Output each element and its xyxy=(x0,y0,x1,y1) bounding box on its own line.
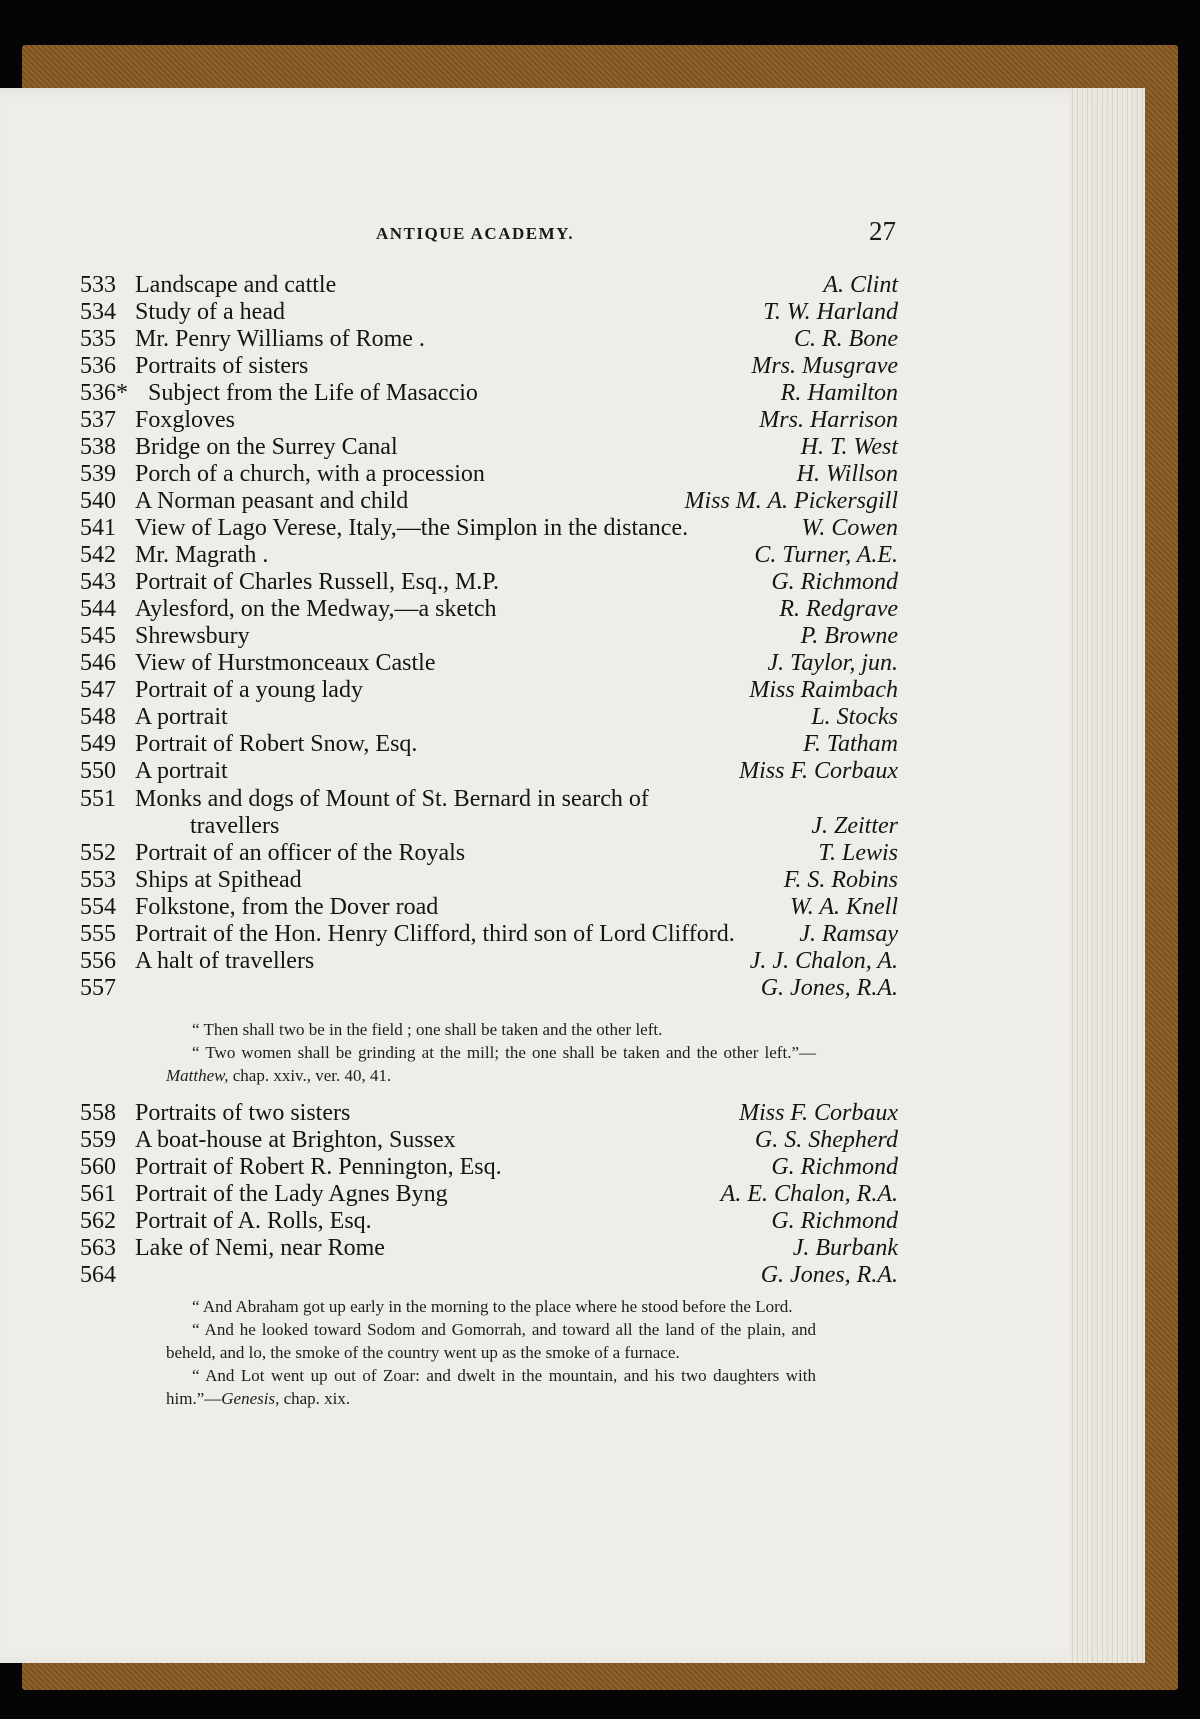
catalogue-entry xyxy=(80,488,898,515)
catalogue-entry xyxy=(80,786,898,813)
entry-artist: H. T. West xyxy=(800,434,898,460)
entry-number: 538 xyxy=(80,434,116,460)
catalogue-entry xyxy=(80,677,898,704)
entry-artist: G. Richmond xyxy=(771,569,898,595)
entry-number: 556 xyxy=(80,948,116,974)
catalogue-entry xyxy=(80,1235,898,1262)
entry-artist: J. J. Chalon, A. xyxy=(749,948,898,974)
entry-title: Portrait of the Hon. Henry Clifford, third son of Lord Clifford. xyxy=(135,921,735,947)
entry-number: 543 xyxy=(80,569,116,595)
entry-number: 534 xyxy=(80,299,116,325)
entry-number: 546 xyxy=(80,650,116,676)
quote-line: “ Then shall two be in the field ; one shall be taken and the other left. xyxy=(192,1020,663,1039)
quote-text: “ Two women shall be grinding at the mill; the one shall be taken and the other left.”— xyxy=(192,1043,816,1062)
catalogue-entry xyxy=(80,272,898,299)
catalogue-entry xyxy=(80,1181,898,1208)
entry-number: 537 xyxy=(80,407,116,433)
entry-artist: J. Taylor, jun. xyxy=(767,650,898,676)
page-header xyxy=(376,216,896,252)
entry-title: A boat-house at Brighton, Sussex xyxy=(135,1127,456,1153)
entry-title: View of Lago Verese, Italy,—the Simplon in the distance. xyxy=(135,515,689,541)
entry-title: Aylesford, on the Medway,—a sketch xyxy=(135,596,497,622)
entry-number: 554 xyxy=(80,894,116,920)
entry-artist: J. Ramsay xyxy=(799,921,898,947)
entry-title: Portrait of Robert R. Pennington, Esq. xyxy=(135,1154,502,1180)
catalogue-entry xyxy=(80,921,898,948)
entry-title: Porch of a church, with a procession xyxy=(135,461,485,487)
entry-artist: C. Turner, A.E. xyxy=(754,542,898,568)
entry-number: 540 xyxy=(80,488,116,514)
entry-title: A halt of travellers xyxy=(135,948,315,974)
catalogue-entry xyxy=(80,569,898,596)
entry-title: Shrewsbury xyxy=(135,623,250,649)
entry-number: 547 xyxy=(80,677,116,703)
entry-title: Portraits of two sisters xyxy=(135,1100,351,1126)
catalogue-entry xyxy=(80,731,898,758)
entry-artist: Mrs. Musgrave xyxy=(751,353,898,379)
entry-number: 552 xyxy=(80,840,116,866)
entry-artist: Miss F. Corbaux xyxy=(739,758,898,784)
entry-number: 564 xyxy=(80,1262,116,1288)
entry-title: A portrait xyxy=(135,704,228,730)
entry-title: Portrait of Charles Russell, Esq., M.P. xyxy=(135,569,499,595)
entry-artist: F. S. Robins xyxy=(783,867,898,893)
catalogue-entry xyxy=(80,1100,898,1127)
entry-title: travellers xyxy=(190,813,280,839)
entry-number: 559 xyxy=(80,1127,116,1153)
scripture-quote-genesis xyxy=(166,1295,816,1410)
entry-artist: W. Cowen xyxy=(801,515,898,541)
page-edges xyxy=(1070,88,1145,1663)
entry-number: 544 xyxy=(80,596,116,622)
entry-artist: Mrs. Harrison xyxy=(759,407,898,433)
entry-artist: F. Tatham xyxy=(803,731,898,757)
entry-number: 563 xyxy=(80,1235,116,1261)
entry-title: Portrait of Robert Snow, Esq. xyxy=(135,731,418,757)
entry-artist: J. Burbank xyxy=(792,1235,898,1261)
catalogue-entry xyxy=(80,623,898,650)
quote-reference: chap. xix. xyxy=(279,1389,351,1408)
entry-title: Portrait of a young lady xyxy=(135,677,363,703)
catalogue-entry xyxy=(80,1127,898,1154)
entry-number: 542 xyxy=(80,542,116,568)
entry-number: 536* xyxy=(80,380,128,406)
entry-artist: P. Browne xyxy=(800,623,898,649)
catalogue-entry xyxy=(80,894,898,921)
quote-reference: chap. xxiv., ver. 40, 41. xyxy=(228,1066,392,1085)
entry-artist: J. Zeitter xyxy=(811,813,898,839)
scripture-quote-matthew xyxy=(166,1018,816,1087)
entry-number: 551 xyxy=(80,786,116,812)
entry-artist: Miss F. Corbaux xyxy=(739,1100,898,1126)
entry-artist: G. Jones, R.A. xyxy=(760,1262,898,1288)
entry-artist: T. W. Harland xyxy=(763,299,898,325)
entry-artist: R. Hamilton xyxy=(780,380,898,406)
entry-number: 536 xyxy=(80,353,116,379)
entry-title: Portrait of an officer of the Royals xyxy=(135,840,466,866)
catalogue-entry xyxy=(80,461,898,488)
catalogue-entry xyxy=(80,353,898,380)
entry-artist: A. Clint xyxy=(823,272,898,298)
entry-title: Portrait of the Lady Agnes Byng xyxy=(135,1181,448,1207)
entry-artist: T. Lewis xyxy=(818,840,898,866)
entry-artist: R. Redgrave xyxy=(779,596,898,622)
entry-artist: L. Stocks xyxy=(811,704,898,730)
catalogue-entry xyxy=(80,867,898,894)
entry-title: Subject from the Life of Masaccio xyxy=(148,380,478,406)
catalogue-entry xyxy=(80,948,898,975)
entry-artist: G. Jones, R.A. xyxy=(760,975,898,1001)
catalogue-entry xyxy=(80,542,898,569)
entry-number: 539 xyxy=(80,461,116,487)
quote-source: Matthew, xyxy=(166,1066,229,1085)
catalogue-entry xyxy=(80,596,898,623)
entry-title: Foxgloves xyxy=(135,407,236,433)
entry-number: 553 xyxy=(80,867,116,893)
catalogue-entry xyxy=(80,326,898,353)
entry-number: 555 xyxy=(80,921,116,947)
entry-artist: C. R. Bone xyxy=(794,326,898,352)
entry-title: View of Hurstmonceaux Castle xyxy=(135,650,436,676)
quote-text: “ And Lot went up out of Zoar: and dwelt in the mountain, and his two daughters with him.”— xyxy=(166,1366,816,1408)
catalogue-entry xyxy=(80,434,898,461)
entry-number: 541 xyxy=(80,515,116,541)
entry-number: 562 xyxy=(80,1208,116,1234)
entry-number: 561 xyxy=(80,1181,116,1207)
entry-artist: G. Richmond xyxy=(771,1208,898,1234)
entry-number: 558 xyxy=(80,1100,116,1126)
catalogue-entry xyxy=(80,650,898,677)
entry-title: Mr. Penry Williams of Rome . xyxy=(135,326,425,352)
entry-artist: W. A. Knell xyxy=(789,894,898,920)
catalogue-entry xyxy=(80,515,898,542)
quote-paragraph: “ And Abraham got up early in the morning to the place where he stood before the Lord. xyxy=(192,1297,793,1316)
entry-title: Monks and dogs of Mount of St. Bernard in search of xyxy=(135,786,649,812)
quote-paragraph xyxy=(166,1364,816,1410)
entry-number: 533 xyxy=(80,272,116,298)
catalogue-entry xyxy=(80,704,898,731)
entry-artist: Miss M. A. Pickersgill xyxy=(684,488,898,514)
entry-number: 560 xyxy=(80,1154,116,1180)
entry-title: Folkstone, from the Dover road xyxy=(135,894,439,920)
entry-title: A portrait xyxy=(135,758,228,784)
quote-line xyxy=(166,1041,816,1087)
entry-title: Lake of Nemi, near Rome xyxy=(135,1235,385,1261)
entry-title: Study of a head xyxy=(135,299,285,325)
entry-title: Portrait of A. Rolls, Esq. xyxy=(135,1208,372,1234)
running-title: ANTIQUE ACADEMY. xyxy=(376,224,575,243)
catalogue-entry xyxy=(80,299,898,326)
entry-number: 545 xyxy=(80,623,116,649)
catalogue-entry xyxy=(80,1262,898,1289)
entry-number: 557 xyxy=(80,975,116,1001)
catalogue-entry xyxy=(80,840,898,867)
entry-artist: G. Richmond xyxy=(771,1154,898,1180)
catalogue-entry xyxy=(80,813,898,840)
catalogue-entry xyxy=(80,975,898,1002)
entry-artist: A. E. Chalon, R.A. xyxy=(720,1181,898,1207)
catalogue-entry xyxy=(80,407,898,434)
entry-artist: G. S. Shepherd xyxy=(754,1127,898,1153)
entry-number: 550 xyxy=(80,758,116,784)
entry-number: 548 xyxy=(80,704,116,730)
entry-artist: Miss Raimbach xyxy=(749,677,898,703)
catalogue-entry xyxy=(80,1208,898,1235)
entry-title: Ships at Spithead xyxy=(135,867,302,893)
catalogue-entry xyxy=(80,758,898,785)
entry-title: Bridge on the Surrey Canal xyxy=(135,434,398,460)
entry-title: A Norman peasant and child xyxy=(135,488,409,514)
page-number: 27 xyxy=(869,216,896,246)
catalogue-entry xyxy=(80,1154,898,1181)
quote-paragraph: “ And he looked toward Sodom and Gomorrah, and toward all the land of the plain, and beheld, and lo, the smoke of the country went up as the smoke of a furnace. xyxy=(166,1320,816,1362)
entry-title: Mr. Magrath . xyxy=(135,542,269,568)
quote-source: Genesis, xyxy=(221,1389,280,1408)
entry-title: Landscape and cattle xyxy=(135,272,337,298)
entry-number: 535 xyxy=(80,326,116,352)
entry-number: 549 xyxy=(80,731,116,757)
catalogue-entry xyxy=(80,380,898,407)
entry-artist: H. Willson xyxy=(796,461,898,487)
entry-title: Portraits of sisters xyxy=(135,353,309,379)
